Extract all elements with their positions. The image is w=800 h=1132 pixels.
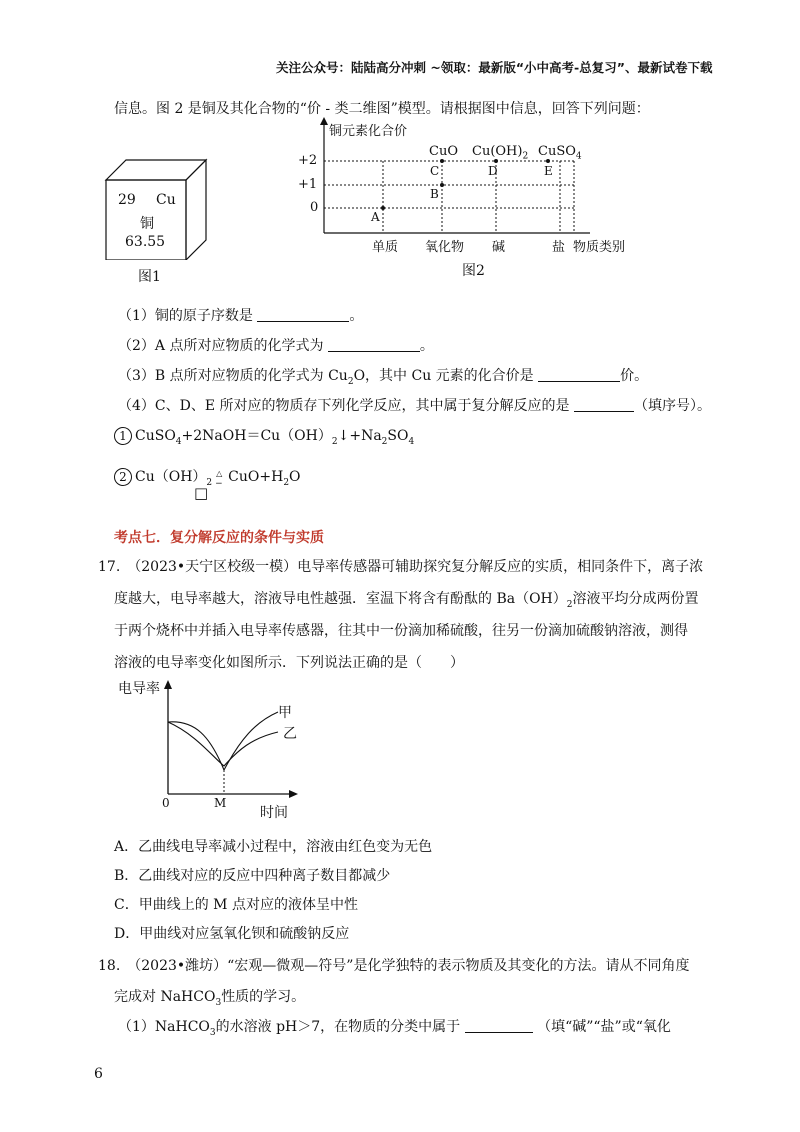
answer-blank-q18[interactable] (465, 1018, 533, 1033)
graph-m-label: M (214, 796, 227, 810)
label-d: D (488, 164, 498, 178)
y-tick-0: 0 (310, 200, 319, 215)
label-c: C (430, 164, 440, 178)
species-cuso4: CuSO$_4$ (538, 144, 582, 162)
curve-jia (168, 712, 278, 770)
option-b[interactable]: B．乙曲线对应的反应中四种离子数目都减少 (114, 868, 391, 884)
question-3: （3）B 点所对应物质的化学式为 $Cu_2O$，其中 Cu 元素的化合价是 价。 (118, 368, 649, 387)
question-4: （4）C、D、E 所对应的物质存下列化学反应，其中属于复分解反应的是 （填序号）。 (118, 398, 711, 414)
q18-line2: 完成对 NaHCO$_3$性质的学习。 (114, 989, 306, 1008)
intro-text: 信息。图 2 是铜及其化合物的“价 - 类二维图”模型。请根据图中信息，回答下列问题： (114, 101, 650, 117)
q17-line4: 溶液的电导率变化如图所示．下列说法正确的是（ ） (114, 655, 464, 671)
label-e: E (544, 164, 553, 178)
fig2-caption: 图2 (462, 263, 485, 279)
curve-yi-label: 乙 (283, 726, 297, 742)
option-a[interactable]: A．乙曲线电导率减小过程中，溶液由红色变为无色 (114, 839, 433, 855)
label-b: B (430, 187, 439, 201)
equation-1-number: 1 (114, 427, 132, 445)
equation-2: 2 $Cu(OH)_2$ △ − $CuO+H_2O$ (114, 466, 301, 488)
x-tick-salt: 盐 (552, 240, 566, 255)
fig2-y-label: 铜元素化合价 (329, 124, 408, 139)
species-cuoh2: $Cu(OH)_2$ (472, 144, 529, 162)
answer-blank-1[interactable] (257, 307, 349, 322)
q18-line1: 18. （2023•潍坊）“宏观—微观—符号”是化学独特的表示物质及其变化的方法。请从不同角度 (98, 958, 690, 974)
element-name: 铜 (140, 216, 154, 232)
x-tick-oxide: 氧化物 (425, 240, 465, 255)
point-a (381, 206, 385, 210)
point-b (440, 183, 444, 187)
element-symbol: Cu (156, 192, 176, 208)
label-a: A (371, 210, 380, 224)
graph-y-label: 电导率 (118, 681, 160, 697)
question-1: （1）铜的原子序数是 。 (118, 308, 364, 324)
atomic-mass: 63.55 (125, 234, 166, 250)
fig1-caption: 图1 (138, 269, 161, 285)
q17-line2: 度越大，电导率越大，溶液导电性越强．室温下将含有酚酞的 $Ba(OH)_2$溶液平均分成两份置 (114, 591, 699, 610)
equation-1: 1 $CuSO_4+2NaOH=Cu(OH)_2↓+Na_2SO_4$ (114, 425, 414, 447)
q17-line3: 于两个烧杯中并插入电导率传感器，往其中一份滴加稀硫酸，往另一份滴加硫酸钠溶液，测得 (114, 623, 688, 639)
answer-blank-4[interactable] (574, 397, 634, 412)
placeholder-box: □ (194, 484, 209, 502)
x-tick-base: 碱 (492, 240, 506, 255)
species-cuo: CuO (429, 144, 458, 159)
x-axis-title: 物质类别 (573, 240, 626, 255)
graph-x-label: 时间 (260, 805, 288, 821)
answer-blank-2[interactable] (328, 337, 420, 352)
curve-yi (168, 722, 278, 766)
graph-origin: 0 (162, 796, 170, 810)
section-title: 考点七．复分解反应的条件与实质 (114, 530, 324, 546)
header-note: 关注公众号：陆陆高分冲刺 ~领取：最新版“小中高考-总复习”、最新试卷下载 (276, 60, 713, 75)
equation-2-number: 2 (114, 468, 132, 486)
curve-jia-label: 甲 (278, 705, 292, 721)
option-c[interactable]: C．甲曲线上的 M 点对应的液体呈中性 (114, 897, 358, 913)
point-c (440, 159, 444, 163)
page-number: 6 (94, 1066, 103, 1082)
q18-line3: （1）NaHCO$_3$的水溶液 pH＞7，在物质的分类中属于 （填“碱”“盐”或“氧化 (118, 1019, 671, 1038)
y-tick-plus2: +2 (298, 153, 318, 168)
answer-blank-3[interactable] (538, 367, 620, 382)
atomic-number: 29 (118, 192, 136, 208)
heat-condition: △ (216, 469, 223, 478)
x-tick-element: 单质 (372, 240, 399, 255)
q17-line1: 17. （2023•天宁区校级一模）电导率传感器可辅助探究复分解反应的实质，相同条件下，离子浓 (98, 559, 704, 575)
conductivity-graph (150, 676, 310, 816)
y-tick-plus1: +1 (298, 177, 318, 192)
question-2: （2）A 点所对应物质的化学式为 。 (118, 338, 434, 354)
option-d[interactable]: D．甲曲线对应氢氧化钡和硫酸钠反应 (114, 926, 350, 942)
